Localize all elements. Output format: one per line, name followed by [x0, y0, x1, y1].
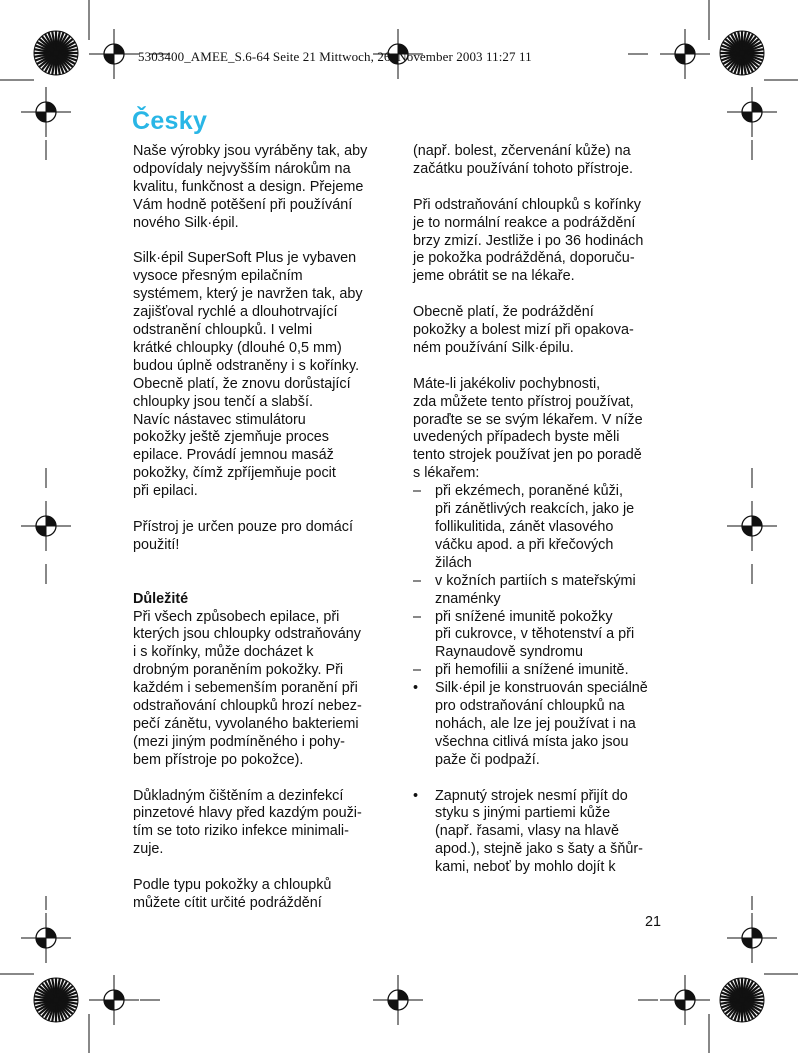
registration-mark-left-lower [21, 913, 71, 963]
consult-doctor-paragraph: Máte-li jakékoliv pochybnosti, zda můžete tento přístroj používat, poraďte se se svým lékařem. V níže uvedených případech byste měli tento strojek používat jen po poradě s lékařem: [413, 375, 643, 482]
description-paragraph: Silk·épil SuperSoft Plus je vybaven vysoce přesným epilačním systémem, který je navržen tak, aby zajišťoval rychlé a dlouhotrvající odstranění chloupků. I velmi krátké chloupky (dlouhé 0,5 mm) budou úplně odstraněny i s kořínky. Obecně platí, že znovu dorůstající chloupky jsou tenčí a slabší. Navíc nástavec stimulátoru pokožky ještě zjemňuje proces epilace. Provádí jemnou masáž pokožky, čímž zpříjemňuje pocit při epilaci. [133, 250, 363, 500]
irritation-continued-paragraph: (např. bolest, zčervenání kůže) na začátku používání tohoto přístroje. [413, 143, 633, 177]
starburst-mark-top-left [34, 31, 78, 75]
registration-mark-bottom-left [89, 975, 139, 1025]
list-item: – při snížené imunitě pokožky při cukrovce, v těhotenství a při Raynaudově syndromu [413, 608, 635, 661]
page-number: 21 [645, 914, 662, 930]
starburst-mark-bottom-right [720, 978, 764, 1022]
starburst-mark-top-right [720, 31, 764, 75]
list-item: • Zapnutý strojek nesmí přijít do styku s jinými partiemi kůže (např. řasami, vlasy na hlavě apod.), stejně jako s šaty a šňůr- kami, neboť by mohlo dojít k [413, 787, 643, 876]
left-column [133, 143, 385, 913]
normal-reaction-paragraph: Při odstraňování chloupků s kořínky je to normální reakce a podráždění brzy zmizí. Jestliže i po 36 hodinách je pokožka podrážděná, doporuču- jeme obrátit se na lékaře. [413, 196, 644, 285]
list-item: – při ekzémech, poraněné kůži, při zánětlivých reakcích, jako je follikulitida, zánět vlasového váčku apod. a při křečových žilách [413, 483, 635, 571]
registration-mark-bottom-right [660, 975, 710, 1025]
registration-mark-right-lower [727, 913, 777, 963]
contraindication-list [413, 483, 665, 680]
important-heading: Důležité [133, 590, 189, 607]
usage-bullet-list [413, 680, 665, 877]
registration-mark-top-left [89, 29, 139, 79]
registration-mark-top-right [660, 29, 710, 79]
print-info-line: 5303400_AMEE_S.6-64 Seite 21 Mittwoch, 26. November 2003 11:27 11 [138, 49, 532, 64]
home-use-paragraph: Přístroj je určen pouze pro domácí použití! [133, 519, 353, 553]
list-item: • Silk·épil je konstruován speciálně pro odstraňování chloupků na nohách, ale lze jej používat i na všechna citlivá místa jako jsou paže či podpaží. [413, 680, 648, 768]
page-title: Česky [132, 107, 208, 135]
registration-mark-left-middle [21, 501, 71, 551]
registration-mark-right-upper [727, 87, 777, 137]
repeated-use-paragraph: Obecně platí, že podráždění pokožky a bolest mizí při opakova- ném používání Silk·épilu. [413, 304, 634, 356]
registration-mark-left-upper [21, 87, 71, 137]
list-item: – při hemofilii a snížené imunitě. [413, 662, 629, 679]
intro-paragraph: Naše výrobky jsou vyráběny tak, aby odpovídaly nejvyšším nárokům na kvalitu, funkčnost a design. Přejeme Vám hodně potěšení při používání nového Silk·épil. [133, 143, 368, 231]
injury-paragraph: Při všech způsobech epilace, při kterých jsou chloupky odstraňovány i s kořínky, může docházet k drobným poraněním pokožky. Při každém i sebemenším poranění při odstraňování chloupků hrozí nebez- pečí zánětu, vyvolaného bakteriemi (mezi jiným podmíněného i pohy- bem přístroje po pokožce). [133, 608, 362, 768]
list-item: – v kožních partiích s mateřskými znaménky [413, 572, 636, 607]
registration-mark-bottom-center [373, 975, 423, 1025]
registration-mark-right-middle [727, 501, 777, 551]
irritation-paragraph: Podle typu pokožky a chloupků můžete cítit určité podráždění [133, 877, 332, 911]
starburst-mark-bottom-left [34, 978, 78, 1022]
cleaning-paragraph: Důkladným čištěním a dezinfekcí pinzetové hlavy před kazdým použi- tím se toto riziko infekce minimali- zuje. [133, 787, 362, 858]
right-column [413, 143, 665, 877]
